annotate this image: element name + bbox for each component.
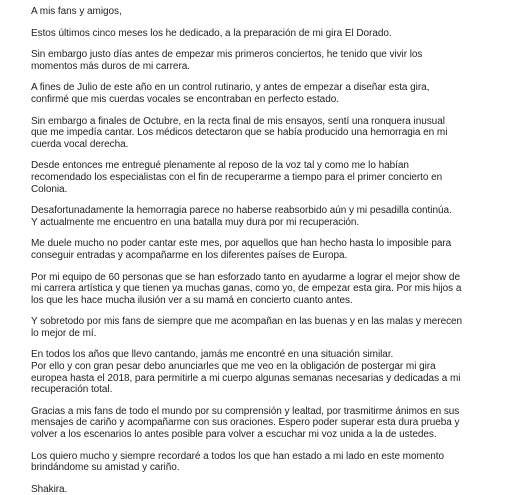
letter-paragraph: Desde entonces me entregué plenamente al reposo de la voz tal y como me lo habían recomendado los especialistas con el fin de recuperarme a tiempo para el primer concierto en Colonia.	[31, 160, 443, 195]
letter-paragraph: En todos los años que llevo cantando, jamás me encontré en una situación similar. Por ello y con gran pesar debo anunciarles que me veo en la obligación de postergar mi gira europea hasta el 2018, para permitirle a mi cuerpo algunas semanas necesarias y dedicadas a mi recuperación total.	[31, 349, 461, 396]
letter-paragraph: Me duele mucho no poder cantar este mes, por aquellos que han hecho hasta lo imposible para conseguir entradas y acompañarme en los diferentes países de Europa.	[31, 238, 452, 261]
letter-paragraph: Desafortunadamente la hemorragia parece no haberse reabsorbido aún y mi pesadilla continúa. Y actualmente me encuentro en una batalla muy dura por mi recuperación.	[31, 205, 452, 228]
letter-paragraph: Gracias a mis fans de todo el mundo por su comprensión y lealtad, por trasmitirme ánimos en sus mensajes de cariño y acompañarme con sus oraciones. Espero poder superar esta dura prueba y volver a los escenarios lo antes posible para volver a escuchar mi voz unida a la de ustedes.	[31, 405, 460, 441]
letter-paragraph: A fines de Julio de este año en un control rutinario, y antes de empezar a diseñar esta gira, confirmé que mis cuerdas vocales se encontraban en perfecto estado.	[31, 82, 430, 105]
letter-greeting: A mis fans y amigos,	[31, 6, 122, 17]
letter-paragraph: Sin embargo a finales de Octubre, en la recta final de mis ensayos, sentí una ronquera inusual que me impedía cantar. Los médicos detectaron que se había producido una hemorragia en mi cuerda vocal derecha.	[31, 115, 448, 150]
letter-paragraph: Por mi equipo de 60 personas que se han esforzado tanto en ayudarme a lograr el mejor show de mi carrera artística y que tienen ya muchas ganas, como yo, de empezar esta gira. Por mis hijos a los que les hace mucha ilusión ver a su mamá en concierto cuanto antes.	[31, 271, 462, 306]
letter-paragraph: Los quiero mucho y siempre recordaré a todos los que han estado a mi lado en este momento brindándome su amistad y cariño.	[31, 450, 445, 474]
letter-paragraph: Sin embargo justo días antes de empezar mis primeros conciertos, he tenido que vivir los momentos más duros de mi carrera.	[31, 49, 423, 72]
letter-paragraph: Y sobretodo por mis fans de siempre que me acompañan en las buenas y en las malas y merecen lo mejor de mí.	[31, 316, 463, 339]
letter-body	[31, 6, 510, 495]
letter-paragraph: Estos últimos cinco meses los he dedicado, a la preparación de mi gira El Dorado.	[31, 27, 392, 39]
letter-signature: Shakira.	[31, 483, 68, 495]
